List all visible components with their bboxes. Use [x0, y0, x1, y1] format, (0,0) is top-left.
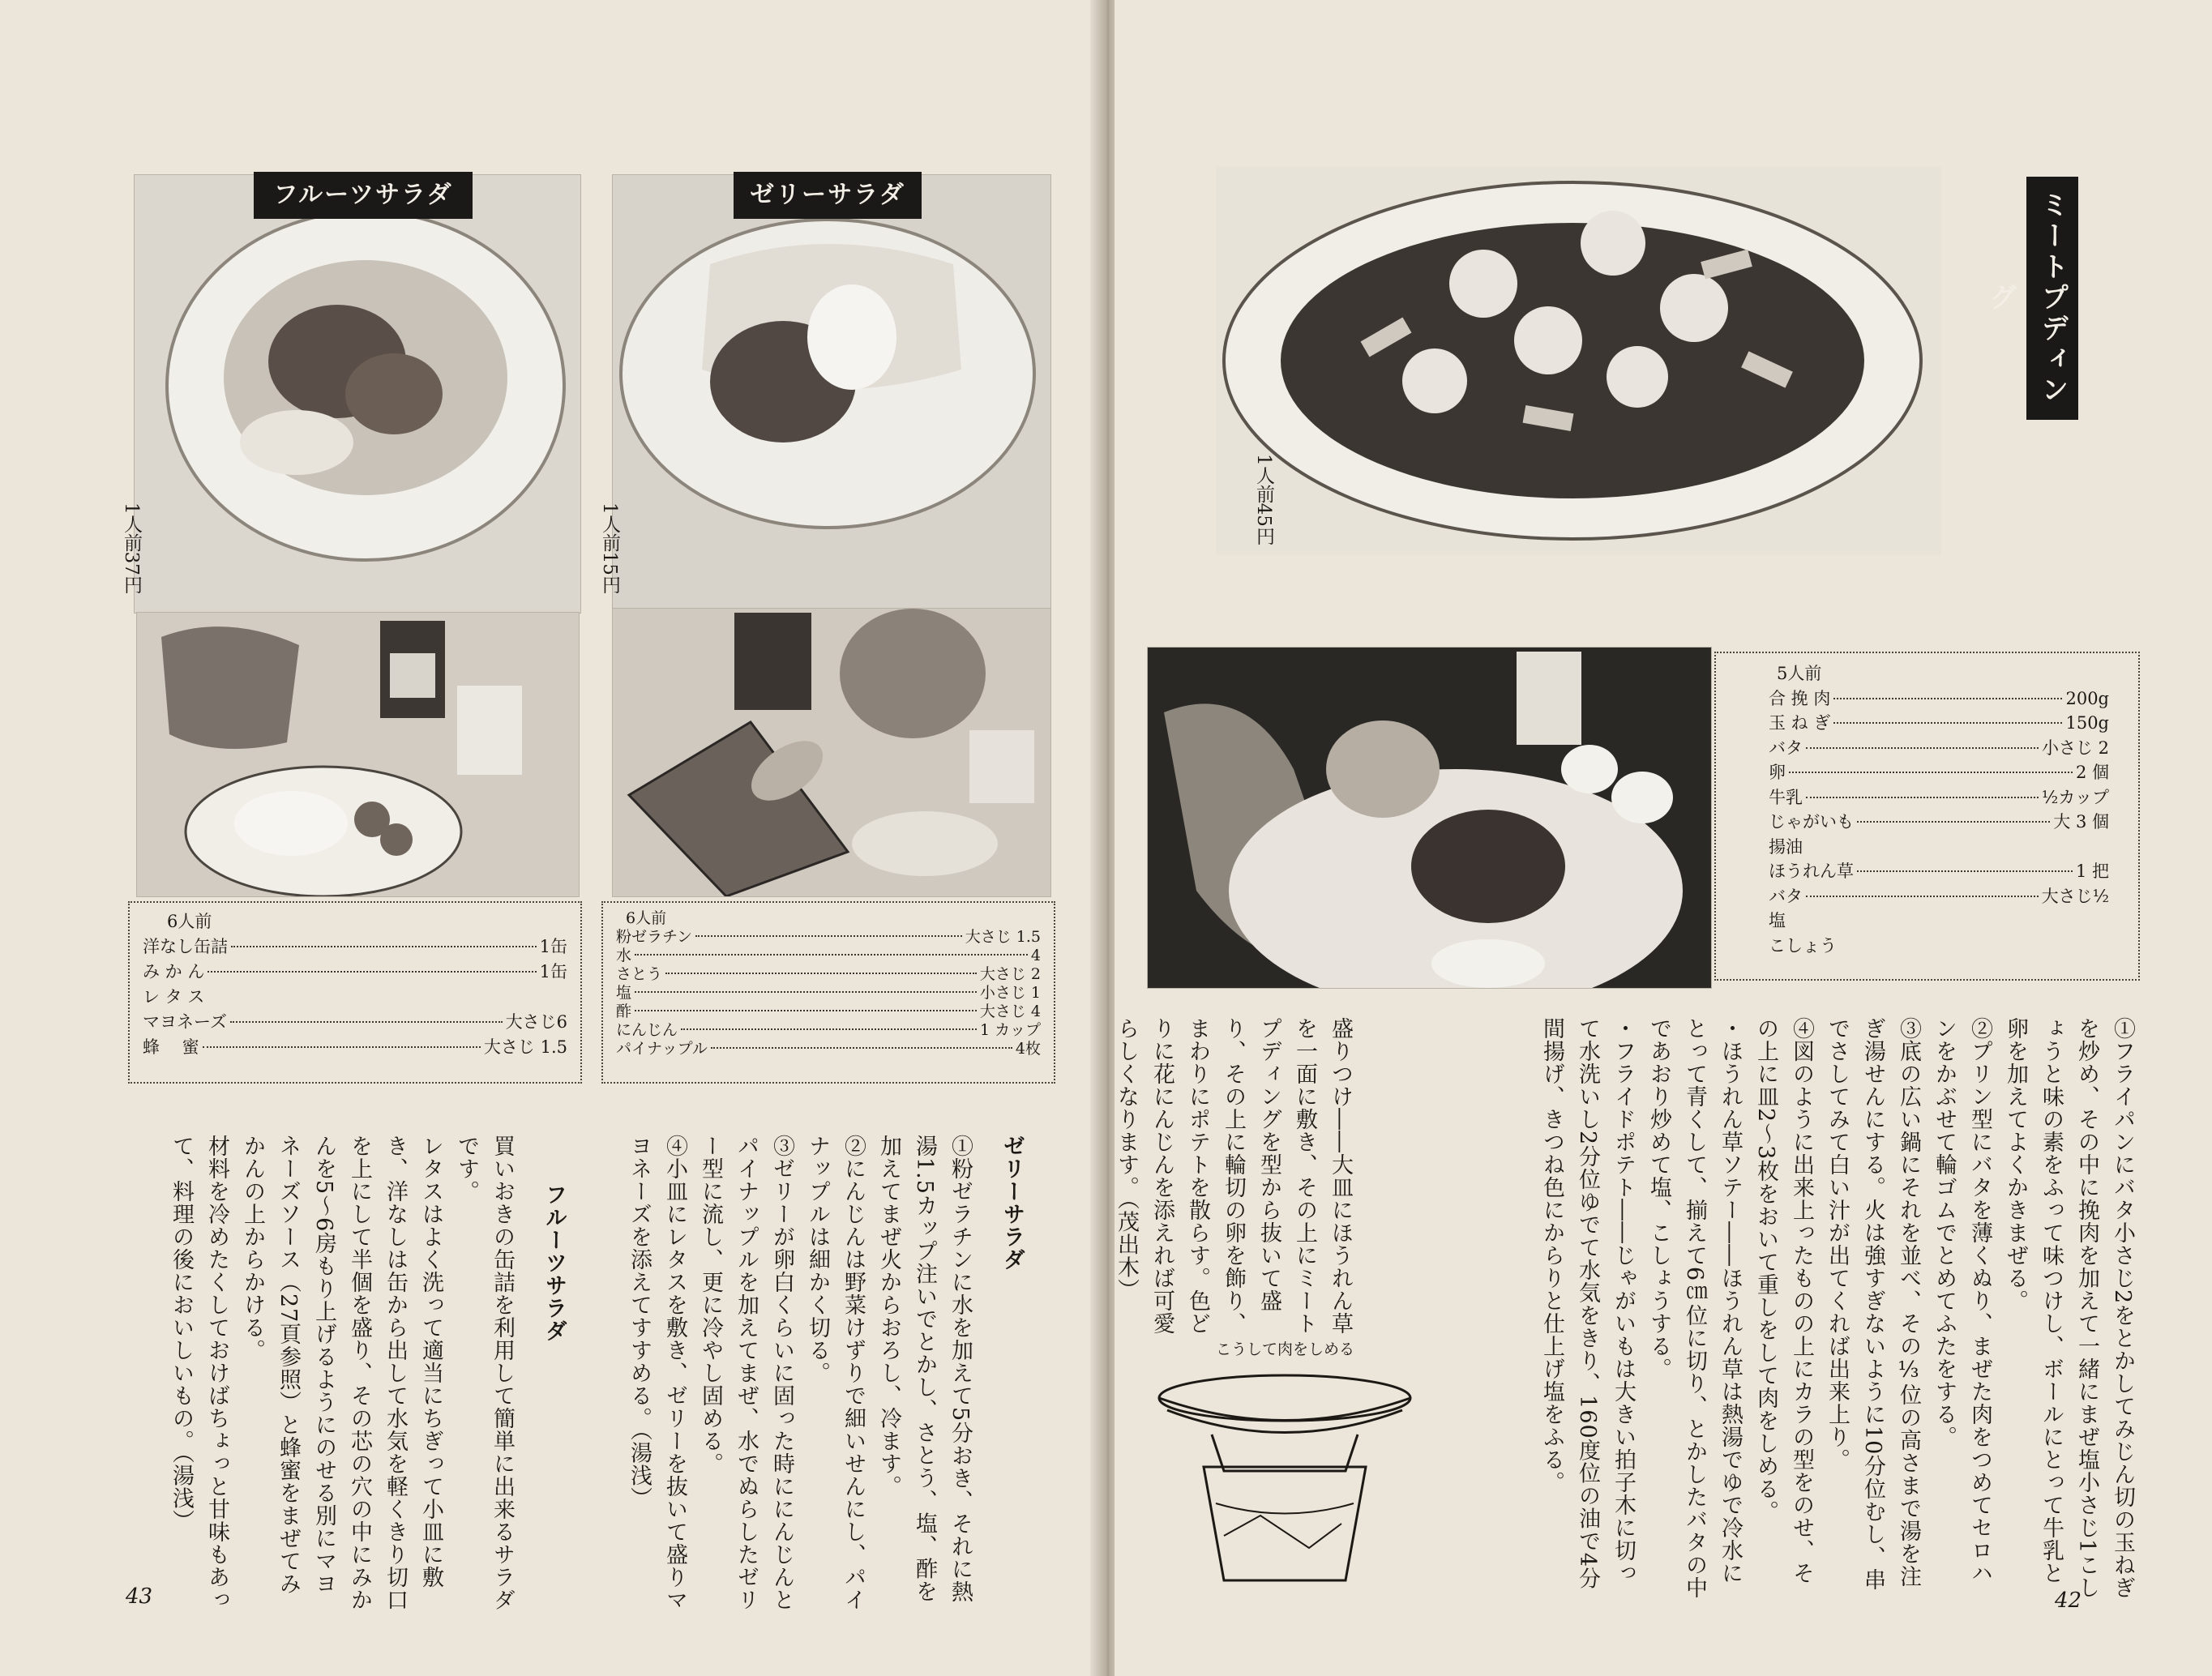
meat-pudding-step-4: ④図のように出来上ったものの上にカラの型をのせ、その上に皿2～3枚をおいて重しをして肉をしめる。: [1753, 1017, 1814, 1584]
jelly-salad-step-1: ①粉ゼラチンに水を加えて5分おき、それに熱湯1.5カップ注いでとかし、さとう、塩、酢を加えてまぜ火からおろし、冷ます。: [876, 1135, 973, 1604]
jelly-salad-price: 1人前15円: [599, 502, 620, 594]
ingredient-row: み か ん 1缶: [143, 962, 567, 981]
meat-pudding-servings: 5人前: [1777, 664, 1822, 683]
ingredient-row: 揚油: [1769, 836, 1803, 857]
ingredient-row: 蜂 蜜 大さじ 1.5: [143, 1037, 567, 1057]
fruit-salad-body-1: 買いおきの缶詰を利用して簡単に出来るサラダです。: [454, 1135, 515, 1611]
meat-pudding-ingredients-photo: [1147, 647, 1712, 989]
meat-pudding-step-3: ③底の広い鍋にそれを並べ、その⅓位の高さまで湯を注ぎ湯せんにする。火は強すぎないように10分位むし、串でさしてみて白い汁が出てくれば出来上り。: [1825, 1017, 1921, 1592]
fried-potato-text: ・フライドポテト――じゃがいもは大きい拍子木に切って水洗いし2分位ゆでて水気をきり、160度位の油で4分間揚げ、きつね色にからりと仕上げ塩をふる。: [1539, 1017, 1636, 1590]
meat-pudding-steps: [1362, 1017, 2140, 1601]
fruit-salad-servings: 6人前: [167, 912, 212, 931]
fruit-salad-body-3: 材料を冷めたくしておけばちょっと甘味もあって、料理の後においしいもの。（湯浅）: [169, 1135, 229, 1611]
page-number-right: 42: [2055, 1588, 2082, 1613]
ingredient-row: 酢 大さじ 4: [616, 1003, 1041, 1020]
ingredient-row: 水 4: [616, 947, 1041, 964]
jelly-salad-heading: ゼリーサラダ: [999, 1135, 1025, 1271]
jelly-salad-ingredients-box: [601, 901, 1055, 1084]
jelly-salad-step-4: ④小皿にレタスを敷き、ゼリーを抜いて盛りマヨネーズを添えてすすめる。（湯浅）: [627, 1135, 687, 1611]
jelly-salad-step-2: ②にんじんは野菜けずりで細いせんにし、パイナップルは細かく切る。: [805, 1135, 866, 1611]
meat-pudding-title-tag: ミートプディング: [2026, 177, 2078, 420]
page-number-left: 43: [126, 1584, 153, 1609]
jelly-salad-servings: 6人前: [626, 909, 667, 927]
fruit-salad-price: 1人前37円: [121, 502, 142, 594]
ingredient-row: さとう 大さじ 2: [616, 965, 1041, 983]
fruit-salad-heading: フルーツサラダ: [541, 1183, 567, 1342]
ingredient-row: 塩: [1769, 911, 1786, 930]
ingredient-row: バタ 大さじ½: [1769, 886, 2109, 906]
fruit-salad-title-tag: フルーツサラダ: [254, 172, 473, 219]
fruit-salad-ingredients-box: [128, 901, 582, 1084]
ingredient-row: 卵 2 個: [1769, 763, 2109, 782]
ingredient-row: にんじん 1 カップ: [616, 1021, 1041, 1039]
plating-instructions: 盛りつけ――大皿にほうれん草を一面に敷き、その上にミートプディングを型から抜いて盛り、その上に輪切の卵を飾り、まわりにポテトを散らす。色どりに花にんじんを添えれば可愛らしくなります。（茂出木）: [1114, 1017, 1353, 1335]
pressing-mold-figure: [1147, 1362, 1414, 1605]
ingredient-row: 玉 ね ぎ 150g: [1769, 713, 2109, 733]
jelly-salad-plate-photo: [612, 174, 1051, 614]
ingredient-row: パイナップル 4枚: [616, 1040, 1041, 1058]
ingredient-row: 洋なし缶詰 1缶: [143, 937, 567, 956]
jelly-salad-ingredients-photo: [612, 608, 1051, 897]
plating-text: [1114, 1017, 1358, 1337]
left-page: [0, 0, 1102, 1676]
ingredient-row: マヨネーズ 大さじ6: [143, 1012, 567, 1032]
ingredient-row: じゃがいも 大 3 個: [1769, 812, 2109, 832]
meat-pudding-step-1: ①フライパンにバタ小さじ2をとかしてみじん切の玉ねぎを炒め、その中に挽肉を加えて一緒にまぜ塩小さじ1こしょうと味の素をふって味つけし、ボールにとって牛乳と卵を加えてよくかきまぜる。: [2003, 1017, 2135, 1600]
ingredient-row: バタ 小さじ 2: [1769, 738, 2109, 758]
jelly-salad-title-tag: ゼリーサラダ: [734, 172, 922, 219]
meat-pudding-price: 1人前45円: [1253, 454, 1274, 545]
jelly-salad-text: [600, 1135, 1029, 1613]
figure-caption: こうして肉をしめる: [1216, 1340, 1355, 1358]
right-page: [1115, 0, 2212, 1676]
meat-pudding-plate-photo: [1216, 166, 1941, 555]
ingredient-row: こしょう: [1769, 935, 1837, 956]
fruit-salad-ingredients-photo: [136, 612, 580, 897]
ingredient-row: 牛乳 ½カップ: [1769, 787, 2109, 807]
meat-pudding-ingredients-box: [1714, 652, 2140, 981]
fruit-salad-text: [118, 1135, 571, 1613]
ingredient-row: レ タ ス: [143, 987, 205, 1007]
ingredient-row: ほうれん草 1 把: [1769, 862, 2109, 881]
ingredient-row: 合 挽 肉 200g: [1769, 688, 2109, 708]
meat-pudding-step-2: ②プリン型にバタを薄くぬり、まぜた肉をつめてセロハンをかぶせて輪ゴムでとめてふたをする。: [1932, 1017, 1992, 1584]
ingredient-row: 塩 小さじ 1: [616, 984, 1041, 1002]
fruit-salad-body-2: レタスはよく洗って適当にちぎって小皿に敷き、洋なしは缶から出して水気を軽くきり切口を上にして半個を盛り、その芯の穴の中にみかんを5～6房もり上げるようにのせる別にマヨネーズソース（27頁参照）と蜂蜜をまぜてみかんの上からかける。: [240, 1135, 443, 1611]
ingredient-row: 粉ゼラチン 大さじ 1.5: [616, 928, 1041, 946]
jelly-salad-step-3: ③ゼリーが卵白くらいに固った時ににんじんとパイナップルを加えてまぜ、水でぬらしたゼリー型に流し、更に冷やし固める。: [698, 1135, 794, 1611]
fruit-salad-plate-photo: [134, 174, 581, 614]
spinach-saute-text: ・ほうれん草ソテー――ほうれん草は熱湯でゆで冷水にとって青くして、揃えて6㎝位に切り、とかしたバタの中であおり炒めて塩、こしょうする。: [1646, 1017, 1743, 1600]
